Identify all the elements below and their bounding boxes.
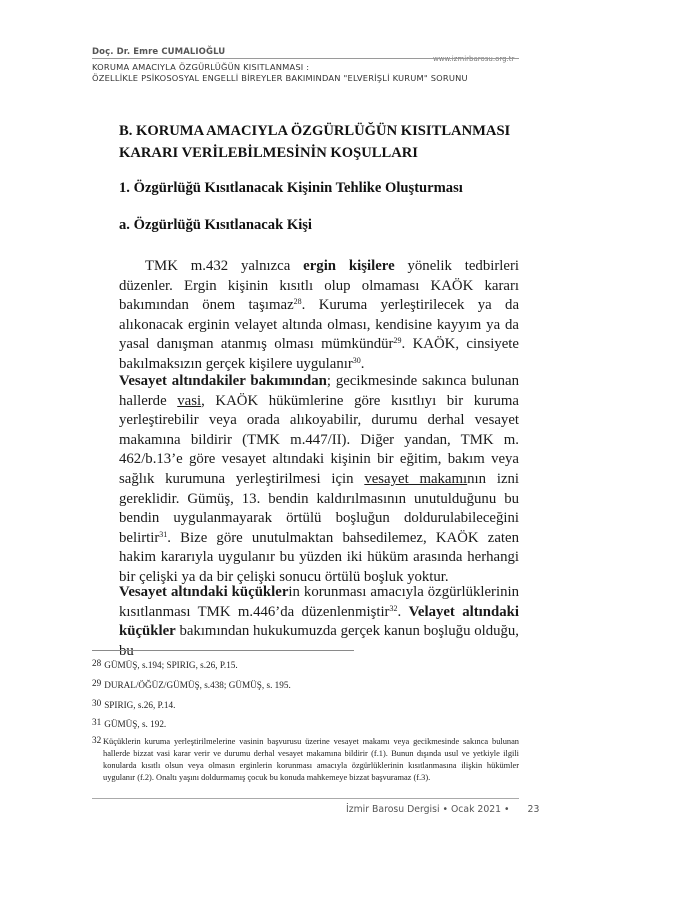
footnote-text: SPIRIG, s.26, P.14. — [104, 700, 176, 710]
paragraph-1 — [119, 257, 519, 375]
p2-text: nın izni gereklidir. Gümüş, 13. bendin kaldırılmasının unutulduğunu bu bendin uygulanmayarak örtülü boşluğun doldurulabileceğini belirtir — [119, 470, 520, 546]
footnote-ref-28[interactable]: 28 — [293, 297, 302, 307]
p2-text: ; gecikmesinde sakınca bulunan hallerde — [119, 373, 519, 409]
p3-text: in korunması amacıyla özgürlüklerinin kısıtlanması TMK m.446’da düzenlenmiştir — [119, 584, 520, 620]
footnote-number: 29 — [92, 678, 102, 688]
p1-bold-ergin: ergin kişilere — [303, 258, 395, 274]
footnote-text: GÜMÜŞ, s.194; SPIRIG, s.26, P.15. — [104, 660, 238, 670]
p2-text: . Bize göre unutulmaktan bahsedilemez, KAÖK zaten hakim kararıyla uygulanır bu yüzden iki hüküm arasında herhangi bir çelişki ya da bir çelişki sonucu örtülü boşluk yoktur. — [119, 529, 519, 585]
p3-text: . — [397, 603, 409, 620]
footnote-29 — [92, 677, 519, 692]
p3-text: bakımından hukukumuzda gerçek kanun boşluğu olduğu, bu — [119, 623, 519, 659]
footnote-31 — [92, 716, 519, 731]
p3-bold-velayet: Velayet altındaki küçükler — [119, 603, 519, 640]
footnote-ref-29[interactable]: 29 — [393, 336, 402, 346]
footnote-32-number: 32 — [92, 735, 102, 745]
p1-text: TMK m.432 yalnızca — [145, 258, 304, 274]
p1-text: . — [360, 355, 365, 372]
p1-text: yönelik tedbirleri düzenler. Ergin kişinin kısıtlı olup olmaması KAÖK kararı bakımından önem taşımaz — [119, 258, 519, 314]
footnote-28 — [92, 657, 519, 672]
p2-text: , KAÖK hükümlerine göre kısıtlıyı bir kuruma yerleştirebilir veya orada alıkoyabilir, durumu derhal vesayet makamına bildirir (TMK m.447/II). Diğer yandan, TMK m. 462/b.13’e göre vesayet altındaki kişinin bir eğitim, bakım veya sağlık kurumuna yerleştirilmesi için — [119, 392, 519, 487]
footnote-ref-31[interactable]: 31 — [159, 529, 168, 539]
footnote-number: 31 — [92, 717, 102, 727]
page-number: 23 — [527, 804, 540, 815]
p1-text: . Kuruma yerleştirilecek ya da alıkonacak erginin velayet altında olması, kendisine kayyım ya da yasal danışman atanmış olması mümkündür — [119, 297, 520, 353]
page-footer — [346, 804, 539, 815]
footnote-ref-30[interactable]: 30 — [352, 355, 361, 365]
subheading-a: a. Özgürlüğü Kısıtlanacak Kişi — [119, 217, 312, 233]
footnote-text: GÜMÜŞ, s. 192. — [104, 719, 167, 729]
footer-journal: İzmir Barosu Dergisi • Ocak 2021 • — [346, 804, 510, 815]
footnote-30 — [92, 697, 519, 712]
p2-underline-vasi: vasi — [177, 392, 202, 409]
subheading-1: 1. Özgürlüğü Kısıtlanacak Kişinin Tehlike Oluşturması — [119, 180, 463, 196]
header-divider — [92, 58, 519, 59]
section-heading-b-line-2: KARARI VERİLEBİLMESİNİN KOŞULLARI — [119, 145, 418, 161]
author-name: Doç. Dr. Emre CUMALIOĞLU — [92, 47, 226, 57]
section-heading-b — [119, 120, 510, 164]
paragraph-2 — [119, 372, 519, 588]
footnote-ref-32[interactable]: 32 — [389, 603, 398, 613]
footnote-number: 30 — [92, 698, 102, 708]
footnote-32: Küçüklerin kuruma yerleştirilmelerine vasinin başvurusu üzerine vesayet makamı veya gecikmesinde sakınca bulunan hallerde bizzat vasi karar verir ve durumu derhal vesayet makamına bildirir (f.1). Bunun dışında usul ve yetkiyle ilgili konularda kısıtlı olsun veya olmasın erginlerin korunması amacıyla özgürlüklerinin kısıtlanmasına ilişkin hükümler uygulanır (f.2). Onaltı yaşını doldurmamış çocuk bu konuda mahkemeye bizzat başvuramaz (f.3). — [103, 737, 519, 782]
running-title — [92, 62, 468, 84]
p3-bold-kucukler: Vesayet altındaki küçükler — [119, 584, 289, 600]
footnote-number: 28 — [92, 658, 102, 668]
p1-text: . KAÖK, cinsiyete bakılmaksızın gerçek kişilere uygulanır — [119, 336, 519, 372]
section-heading-b-line-1: B. KORUMA AMACIYLA ÖZGÜRLÜĞÜN KISITLANMASI — [119, 123, 511, 139]
footer-divider — [92, 798, 519, 799]
journal-url: www.izmirbarosu.org.tr — [433, 55, 515, 63]
p2-bold-vesayet: Vesayet altındakiler bakımından — [119, 373, 327, 389]
p2-underline-vesayet-makami: vesayet makamı — [364, 470, 468, 487]
running-title-line-1: KORUMA AMACIYLA ÖZGÜRLÜĞÜN KISITLANMASI : — [92, 62, 310, 72]
footnote-text: DURAL/ÖĞÜZ/GÜMÜŞ, s.438; GÜMÜŞ, s. 195. — [104, 680, 291, 690]
running-title-line-2: ÖZELLİKLE PSİKOSOSYAL ENGELLİ BİREYLER BAKIMINDAN "ELVERİŞLİ KURUM" SORUNU — [92, 73, 468, 83]
footnote-divider — [92, 650, 354, 651]
